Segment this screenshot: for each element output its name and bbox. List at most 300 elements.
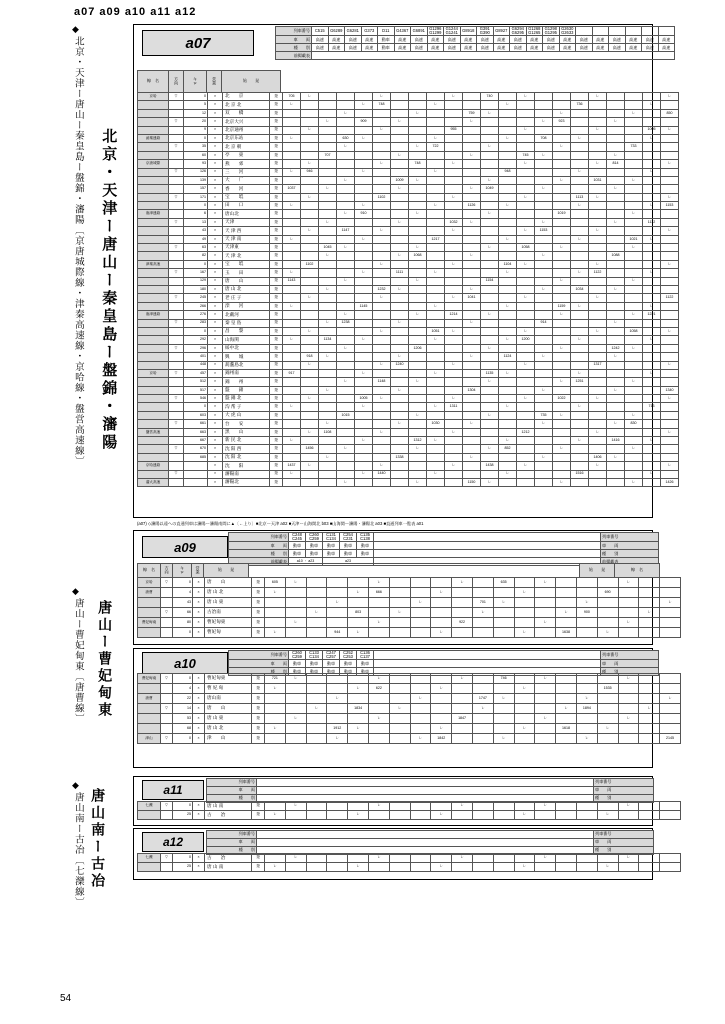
time-cell: レ [514, 684, 535, 694]
km-cell: 157 [184, 185, 208, 193]
time-cell: レ [445, 327, 463, 335]
time-cell [481, 101, 499, 109]
station-name-cell: 錦州南 [223, 369, 270, 377]
time-cell [391, 437, 409, 445]
line-name-cell [138, 361, 169, 369]
time-cell [452, 734, 473, 744]
time-cell [481, 453, 499, 461]
time-cell: レ [265, 811, 286, 820]
station-name-cell: 亭 東 [223, 151, 270, 159]
time-cell [639, 588, 660, 598]
time-cell [535, 327, 553, 335]
time-cell [493, 684, 514, 694]
table-row [138, 93, 679, 101]
km-cell: 126 [184, 168, 208, 176]
time-cell [499, 294, 517, 302]
km-cell: 603 [184, 411, 208, 419]
time-cell [283, 353, 301, 361]
time-cell: 1145 [355, 302, 373, 310]
time-cell [337, 118, 355, 126]
time-cell [481, 218, 499, 226]
table-row [138, 811, 681, 820]
time-cell: レ [625, 176, 643, 184]
time-cell [660, 714, 681, 724]
time-cell [391, 395, 409, 403]
line-name-cell [138, 327, 169, 335]
time-cell [553, 93, 571, 101]
time-cell: 1034 [571, 285, 589, 293]
time-cell [301, 319, 319, 327]
arrive-depart-cell: 発 [252, 724, 265, 734]
direction-cell: ▽ [161, 854, 173, 863]
time-cell [445, 336, 463, 344]
time-cell [337, 260, 355, 268]
time-cell [517, 101, 535, 109]
time-cell [283, 319, 301, 327]
time-cell: レ [355, 269, 373, 277]
business-cell: × [193, 578, 205, 588]
time-cell: レ [481, 176, 499, 184]
time-cell [373, 369, 391, 377]
business-cell: × [208, 285, 223, 293]
time-cell: 944 [327, 628, 348, 638]
time-cell [589, 244, 607, 252]
time-cell: レ [368, 674, 389, 684]
time-cell [391, 160, 409, 168]
business-cell: × [208, 252, 223, 260]
time-cell [391, 369, 409, 377]
time-cell [660, 854, 681, 863]
time-cell: レ [337, 210, 355, 218]
time-cell: 1134 [319, 336, 337, 344]
time-cell: レ [337, 143, 355, 151]
time-cell: レ [409, 210, 427, 218]
time-cell [597, 608, 618, 618]
time-cell [391, 134, 409, 142]
time-cell [660, 802, 681, 811]
route-label-a11: 唐山南ー古冶〔七灤線〕 [72, 792, 84, 908]
time-cell [643, 143, 661, 151]
time-cell: レ [391, 118, 409, 126]
time-cell [373, 134, 391, 142]
time-cell [355, 252, 373, 260]
time-cell [514, 608, 535, 618]
time-cell: レ [535, 854, 556, 863]
time-cell [265, 694, 286, 704]
time-cell: レ [301, 395, 319, 403]
direction-cell: ▽ [169, 445, 184, 453]
route-marker-a07: ◆ [72, 24, 79, 34]
table-row [138, 302, 679, 310]
table-row [138, 724, 681, 734]
a07-left-header: 線 名 方向 キロ 営業 始 発 [137, 70, 281, 93]
time-cell [553, 319, 571, 327]
time-cell [556, 854, 577, 863]
direction-cell [161, 811, 173, 820]
time-cell [499, 185, 517, 193]
time-cell [283, 478, 301, 486]
business-cell: × [208, 160, 223, 168]
time-cell: 1148 [373, 378, 391, 386]
time-cell: 1032 [445, 218, 463, 226]
time-cell [660, 704, 681, 714]
station-name-cell: 曹妃甸東 [205, 618, 252, 628]
business-cell: × [208, 411, 223, 419]
time-cell [306, 598, 327, 608]
line-name-cell [138, 218, 169, 226]
time-cell [337, 252, 355, 260]
line-name-cell: 京哈連絡 [138, 462, 169, 470]
time-cell: レ [571, 302, 589, 310]
time-cell: レ [301, 227, 319, 235]
time-cell [493, 724, 514, 734]
business-cell: × [208, 327, 223, 335]
time-cell: 1842 [431, 734, 452, 744]
time-cell: 721 [265, 674, 286, 684]
time-cell [409, 386, 427, 394]
time-cell: レ [427, 202, 445, 210]
time-cell: レ [535, 353, 553, 361]
station-name-cell: 北京大兴 [223, 118, 270, 126]
time-cell [661, 210, 679, 218]
time-cell [445, 453, 463, 461]
table-row [138, 168, 679, 176]
time-cell [391, 210, 409, 218]
time-cell [283, 327, 301, 335]
time-cell [427, 353, 445, 361]
time-cell: レ [618, 578, 639, 588]
time-cell [427, 252, 445, 260]
time-cell [373, 336, 391, 344]
time-cell: レ [368, 802, 389, 811]
station-name-cell: 天津東 [223, 244, 270, 252]
time-cell [660, 863, 681, 872]
arrive-depart-cell: 発 [270, 420, 283, 428]
time-cell [589, 445, 607, 453]
line-name-cell: 唐津連絡 [138, 210, 169, 218]
time-cell [463, 378, 481, 386]
time-cell: レ [463, 420, 481, 428]
time-cell [389, 684, 410, 694]
time-cell: レ [283, 101, 301, 109]
time-cell [355, 109, 373, 117]
time-cell [319, 403, 337, 411]
time-cell [607, 428, 625, 436]
time-cell [493, 714, 514, 724]
time-cell: レ [535, 674, 556, 684]
time-cell [410, 684, 431, 694]
time-cell [607, 260, 625, 268]
time-cell: レ [463, 218, 481, 226]
time-cell [517, 235, 535, 243]
time-cell [431, 578, 452, 588]
table-row [138, 311, 679, 319]
time-cell [553, 403, 571, 411]
time-cell: レ [373, 294, 391, 302]
business-cell: × [208, 445, 223, 453]
time-cell [517, 218, 535, 226]
line-name-cell [138, 202, 169, 210]
time-cell [355, 344, 373, 352]
station-name-cell: 興 城 [223, 353, 270, 361]
time-cell [493, 863, 514, 872]
time-cell: 1005 [355, 395, 373, 403]
time-cell [493, 628, 514, 638]
time-cell [481, 353, 499, 361]
time-cell [661, 403, 679, 411]
time-cell [391, 311, 409, 319]
time-cell: レ [535, 118, 553, 126]
time-cell: レ [301, 126, 319, 134]
time-cell [409, 126, 427, 134]
table-row [138, 285, 679, 293]
time-cell [427, 386, 445, 394]
time-cell [499, 109, 517, 117]
time-cell [337, 353, 355, 361]
time-cell [481, 160, 499, 168]
time-cell: 1251 [571, 378, 589, 386]
time-cell [391, 445, 409, 453]
a10-train-header: 列車番号 C260 C259 C133 C134 C247 C257 C252 C253 C136 C137 列車番号 車 両 動車 動車 動車 動車 動車 車 両 種 別 動車 動車 動車 動車 動車 種 別 [228, 650, 659, 676]
table-row [138, 269, 679, 277]
direction-cell [169, 109, 184, 117]
time-cell [625, 185, 643, 193]
time-cell [499, 176, 517, 184]
arrive-depart-cell: 発 [252, 618, 265, 628]
time-cell [576, 714, 597, 724]
time-cell: レ [571, 168, 589, 176]
time-cell [607, 294, 625, 302]
station-name-cell: 天 津 北 [223, 252, 270, 260]
direction-cell [161, 863, 173, 872]
time-cell [368, 734, 389, 744]
time-cell: レ [499, 437, 517, 445]
time-cell [639, 694, 660, 704]
arrive-depart-cell: 発 [270, 294, 283, 302]
arrive-depart-cell: 発 [252, 588, 265, 598]
time-cell [391, 260, 409, 268]
time-cell: レ [452, 854, 473, 863]
time-cell: レ [499, 369, 517, 377]
time-cell: レ [589, 462, 607, 470]
time-cell [472, 684, 493, 694]
arrive-depart-cell: 発 [270, 319, 283, 327]
time-cell [409, 395, 427, 403]
time-cell [431, 802, 452, 811]
time-cell [373, 478, 391, 486]
station-name-cell: 唐 山 [205, 704, 252, 714]
time-cell [661, 311, 679, 319]
time-cell [391, 470, 409, 478]
time-cell [597, 694, 618, 704]
km-cell: 25 [173, 811, 193, 820]
time-cell [327, 811, 348, 820]
time-cell [517, 134, 535, 142]
station-name-cell: 古 冶 [205, 854, 252, 863]
time-cell [301, 336, 319, 344]
time-cell: レ [337, 344, 355, 352]
table-row [138, 210, 679, 218]
time-cell [427, 218, 445, 226]
time-cell [410, 608, 431, 618]
time-cell [607, 327, 625, 335]
time-cell: レ [463, 285, 481, 293]
time-cell [618, 608, 639, 618]
time-cell [337, 403, 355, 411]
time-cell [283, 361, 301, 369]
time-cell: レ [410, 598, 431, 608]
time-cell [639, 714, 660, 724]
time-cell: レ [535, 252, 553, 260]
time-cell [306, 863, 327, 872]
direction-cell [169, 302, 184, 310]
time-cell [643, 428, 661, 436]
time-cell [553, 386, 571, 394]
direction-cell [169, 403, 184, 411]
time-cell: レ [618, 714, 639, 724]
table-row [138, 227, 679, 235]
time-cell [625, 193, 643, 201]
time-cell [535, 694, 556, 704]
time-cell [410, 674, 431, 684]
table-row [138, 277, 679, 285]
time-cell: レ [589, 160, 607, 168]
time-cell [301, 118, 319, 126]
time-cell [327, 854, 348, 863]
time-cell [427, 294, 445, 302]
arrive-depart-cell: 発 [270, 311, 283, 319]
line-name-cell [138, 143, 169, 151]
time-cell [463, 235, 481, 243]
time-cell [625, 453, 643, 461]
time-cell [445, 470, 463, 478]
time-cell [389, 694, 410, 704]
time-cell [463, 244, 481, 252]
time-cell [493, 802, 514, 811]
time-cell [355, 143, 373, 151]
line-name-cell [138, 319, 169, 327]
time-cell [391, 336, 409, 344]
km-cell: 14 [173, 704, 193, 714]
business-cell: × [208, 361, 223, 369]
arrive-depart-cell: 発 [252, 598, 265, 608]
time-cell: レ [607, 386, 625, 394]
time-cell [625, 202, 643, 210]
km-cell: 93 [184, 160, 208, 168]
time-cell [661, 101, 679, 109]
time-cell: レ [607, 319, 625, 327]
direction-cell [169, 202, 184, 210]
business-cell: × [208, 277, 223, 285]
time-cell [553, 428, 571, 436]
business-cell: × [208, 101, 223, 109]
time-cell [481, 336, 499, 344]
time-cell [517, 210, 535, 218]
time-cell [639, 863, 660, 872]
station-name-cell: 曹 妃 甸 [205, 684, 252, 694]
time-cell: レ [571, 437, 589, 445]
time-cell [639, 724, 660, 734]
time-cell: レ [337, 311, 355, 319]
time-cell: 1019 [553, 210, 571, 218]
time-cell: 1112 [643, 218, 661, 226]
time-cell [589, 101, 607, 109]
table-row [138, 319, 679, 327]
km-cell: 20 [184, 118, 208, 126]
time-cell: レ [391, 185, 409, 193]
time-cell [553, 269, 571, 277]
time-cell: 1153 [661, 202, 679, 210]
arrive-depart-cell: 発 [270, 344, 283, 352]
business-cell: × [208, 437, 223, 445]
time-cell: レ [499, 269, 517, 277]
direction-cell: ▽ [169, 143, 184, 151]
km-cell: 9 [184, 126, 208, 134]
arrive-depart-cell: 発 [270, 395, 283, 403]
time-cell [319, 361, 337, 369]
time-cell [389, 724, 410, 734]
time-cell [625, 319, 643, 327]
time-cell [481, 294, 499, 302]
time-cell: レ [463, 319, 481, 327]
time-cell [319, 302, 337, 310]
time-cell [499, 378, 517, 386]
direction-cell [169, 361, 184, 369]
time-cell [625, 470, 643, 478]
time-cell [410, 588, 431, 598]
time-cell [337, 235, 355, 243]
business-cell: × [208, 319, 223, 327]
time-cell: レ [499, 235, 517, 243]
km-cell: 68 [173, 724, 193, 734]
time-cell: 1111 [391, 269, 409, 277]
line-name-cell: 曹妃甸南 [138, 674, 161, 684]
time-cell: レ [661, 227, 679, 235]
time-cell: レ [445, 93, 463, 101]
time-cell: 1045 [319, 244, 337, 252]
time-cell [285, 608, 306, 618]
direction-cell [161, 714, 173, 724]
business-cell: × [208, 344, 223, 352]
route-marker-a11: ◆ [72, 780, 79, 790]
time-cell [607, 336, 625, 344]
time-cell: 1240 [391, 361, 409, 369]
time-cell [571, 327, 589, 335]
time-cell [427, 478, 445, 486]
time-cell [391, 101, 409, 109]
time-cell [517, 470, 535, 478]
time-cell [337, 160, 355, 168]
km-cell: 0 [184, 403, 208, 411]
time-cell [535, 445, 553, 453]
time-cell: レ [514, 811, 535, 820]
time-cell [427, 411, 445, 419]
time-cell: レ [481, 244, 499, 252]
time-cell: レ [337, 277, 355, 285]
time-cell [535, 93, 553, 101]
time-cell: レ [571, 269, 589, 277]
time-cell [661, 369, 679, 377]
time-cell [348, 734, 369, 744]
time-cell [337, 361, 355, 369]
time-cell [306, 802, 327, 811]
km-cell [184, 470, 208, 478]
time-cell [535, 378, 553, 386]
time-cell [306, 714, 327, 724]
time-cell [301, 420, 319, 428]
time-cell [643, 160, 661, 168]
time-cell: レ [553, 411, 571, 419]
